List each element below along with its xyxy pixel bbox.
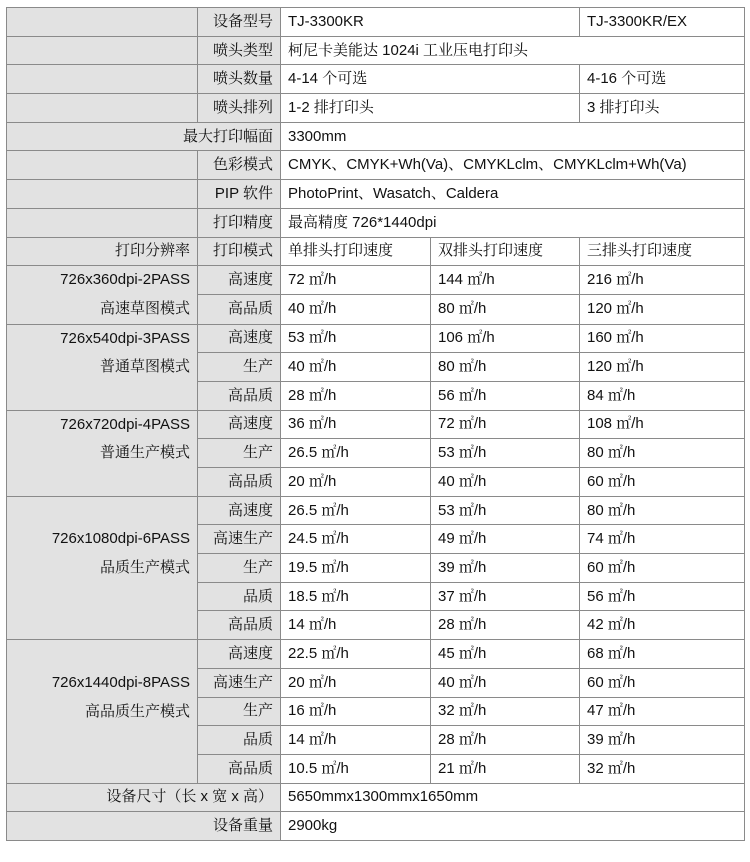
print-mode-group-label: 普通生产模式	[99, 444, 190, 462]
single-speed-cell: 26.5 ㎡/h	[281, 496, 431, 525]
resolution-group-spacer	[7, 497, 197, 526]
row-head-type	[7, 36, 745, 65]
triple-speed-cell: 80 ㎡/h	[580, 496, 745, 525]
row-weight	[7, 812, 745, 841]
double-speed-cell: 28 ㎡/h	[431, 611, 580, 640]
mode-cell: 高速生产	[198, 668, 281, 697]
label-weight: 设备重量	[7, 812, 281, 841]
triple-speed-cell: 39 ㎡/h	[580, 726, 745, 755]
double-speed-cell: 21 ㎡/h	[431, 754, 580, 783]
label-max-width: 最大打印幅面	[7, 122, 281, 151]
speed-row	[7, 496, 745, 525]
blank-cell	[7, 208, 198, 237]
single-speed-cell: 19.5 ㎡/h	[281, 554, 431, 583]
triple-speed-cell: 108 ㎡/h	[580, 410, 745, 439]
mode-cell: 高品质	[198, 611, 281, 640]
blank-cell	[7, 94, 198, 123]
row-model	[7, 8, 745, 37]
double-speed-cell: 37 ㎡/h	[431, 582, 580, 611]
spec-table-body	[7, 8, 745, 841]
label-model: 设备型号	[198, 8, 281, 37]
row-head-count	[7, 65, 745, 94]
value-weight: 2900kg	[281, 812, 745, 841]
blank-cell	[7, 151, 198, 180]
single-speed-cell: 14 ㎡/h	[281, 611, 431, 640]
triple-speed-cell: 74 ㎡/h	[580, 525, 745, 554]
label-head-layout: 喷头排列	[198, 94, 281, 123]
blank-cell	[7, 8, 198, 37]
resolution-label: 726x720dpi-4PASS	[60, 415, 190, 433]
value-model-ex: TJ-3300KR/EX	[580, 8, 745, 37]
resolution-group-cell	[7, 496, 198, 639]
mode-cell: 高品质	[198, 754, 281, 783]
row-speed-header	[7, 237, 745, 266]
single-speed-cell: 72 ㎡/h	[281, 266, 431, 295]
header-double-speed: 双排头打印速度	[431, 237, 580, 266]
double-speed-cell: 53 ㎡/h	[431, 496, 580, 525]
double-speed-cell: 144 ㎡/h	[431, 266, 580, 295]
triple-speed-cell: 47 ㎡/h	[580, 697, 745, 726]
value-max-width: 3300mm	[281, 122, 745, 151]
single-speed-cell: 28 ㎡/h	[281, 381, 431, 410]
label-rip-software: PIP 软件	[198, 180, 281, 209]
single-speed-cell: 14 ㎡/h	[281, 726, 431, 755]
resolution-label: 726x1080dpi-6PASS	[51, 530, 190, 548]
print-mode-group-label: 普通草图模式	[99, 358, 190, 376]
label-dimensions: 设备尺寸（长 x 宽 x 高）	[7, 783, 281, 812]
resolution-group-cell	[7, 266, 198, 324]
triple-speed-cell: 120 ㎡/h	[580, 353, 745, 382]
mode-cell: 高品质	[198, 468, 281, 497]
blank-cell	[7, 65, 198, 94]
mode-cell: 高速生产	[198, 525, 281, 554]
resolution-label: 726x540dpi-3PASS	[60, 329, 190, 347]
value-model-kr: TJ-3300KR	[281, 8, 580, 37]
mode-cell: 生产	[198, 554, 281, 583]
mode-cell: 高速度	[198, 324, 281, 353]
double-speed-cell: 56 ㎡/h	[431, 381, 580, 410]
speed-row	[7, 324, 745, 353]
triple-speed-cell: 42 ㎡/h	[580, 611, 745, 640]
triple-speed-cell: 120 ㎡/h	[580, 295, 745, 324]
single-speed-cell: 36 ㎡/h	[281, 410, 431, 439]
row-dimensions	[7, 783, 745, 812]
mode-cell: 高速度	[198, 410, 281, 439]
row-color-mode	[7, 151, 745, 180]
double-speed-cell: 80 ㎡/h	[431, 353, 580, 382]
mode-cell: 高品质	[198, 381, 281, 410]
header-mode: 打印模式	[198, 237, 281, 266]
value-head-type: 柯尼卡美能达 1024i 工业压电打印头	[281, 36, 745, 65]
mode-cell: 高速度	[198, 640, 281, 669]
single-speed-cell: 53 ㎡/h	[281, 324, 431, 353]
single-speed-cell: 16 ㎡/h	[281, 697, 431, 726]
double-speed-cell: 32 ㎡/h	[431, 697, 580, 726]
double-speed-cell: 39 ㎡/h	[431, 554, 580, 583]
print-mode-group-label: 高品质生产模式	[84, 702, 190, 720]
single-speed-cell: 10.5 ㎡/h	[281, 754, 431, 783]
resolution-group-spacer	[7, 640, 197, 669]
double-speed-cell: 80 ㎡/h	[431, 295, 580, 324]
label-precision: 打印精度	[198, 208, 281, 237]
print-mode-group-label: 高速草图模式	[99, 299, 190, 317]
single-speed-cell: 18.5 ㎡/h	[281, 582, 431, 611]
speed-row	[7, 266, 745, 295]
double-speed-cell: 40 ㎡/h	[431, 668, 580, 697]
blank-cell	[7, 36, 198, 65]
single-speed-cell: 40 ㎡/h	[281, 353, 431, 382]
mode-cell: 高速度	[198, 266, 281, 295]
label-head-count: 喷头数量	[198, 65, 281, 94]
single-speed-cell: 20 ㎡/h	[281, 468, 431, 497]
single-speed-cell: 24.5 ㎡/h	[281, 525, 431, 554]
value-head-count-kr: 4-14 个可选	[281, 65, 580, 94]
value-color-mode: CMYK、CMYK+Wh(Va)、CMYKLclm、CMYKLclm+Wh(Va)	[281, 151, 745, 180]
triple-speed-cell: 160 ㎡/h	[580, 324, 745, 353]
mode-cell: 高品质	[198, 295, 281, 324]
mode-cell: 品质	[198, 582, 281, 611]
blank-cell	[7, 180, 198, 209]
triple-speed-cell: 60 ㎡/h	[580, 554, 745, 583]
spec-table	[6, 7, 745, 841]
row-head-layout	[7, 94, 745, 123]
value-precision: 最高精度 726*1440dpi	[281, 208, 745, 237]
mode-cell: 生产	[198, 697, 281, 726]
row-rip-software	[7, 180, 745, 209]
row-precision	[7, 208, 745, 237]
single-speed-cell: 26.5 ㎡/h	[281, 439, 431, 468]
double-speed-cell: 40 ㎡/h	[431, 468, 580, 497]
value-head-count-ex: 4-16 个可选	[580, 65, 745, 94]
print-mode-group-label: 品质生产模式	[99, 559, 190, 577]
triple-speed-cell: 60 ㎡/h	[580, 668, 745, 697]
triple-speed-cell: 84 ㎡/h	[580, 381, 745, 410]
value-dimensions: 5650mmx1300mmx1650mm	[281, 783, 745, 812]
triple-speed-cell: 80 ㎡/h	[580, 439, 745, 468]
triple-speed-cell: 60 ㎡/h	[580, 468, 745, 497]
label-color-mode: 色彩模式	[198, 151, 281, 180]
mode-cell: 生产	[198, 353, 281, 382]
double-speed-cell: 53 ㎡/h	[431, 439, 580, 468]
mode-cell: 品质	[198, 726, 281, 755]
value-head-layout-kr: 1-2 排打印头	[281, 94, 580, 123]
single-speed-cell: 22.5 ㎡/h	[281, 640, 431, 669]
resolution-group-cell	[7, 324, 198, 410]
value-rip-software: PhotoPrint、Wasatch、Caldera	[281, 180, 745, 209]
row-max-width	[7, 122, 745, 151]
resolution-group-cell	[7, 410, 198, 496]
double-speed-cell: 49 ㎡/h	[431, 525, 580, 554]
double-speed-cell: 28 ㎡/h	[431, 726, 580, 755]
header-single-speed: 单排头打印速度	[281, 237, 431, 266]
speed-row	[7, 640, 745, 669]
triple-speed-cell: 68 ㎡/h	[580, 640, 745, 669]
single-speed-cell: 40 ㎡/h	[281, 295, 431, 324]
value-head-layout-ex: 3 排打印头	[580, 94, 745, 123]
triple-speed-cell: 32 ㎡/h	[580, 754, 745, 783]
resolution-label: 726x1440dpi-8PASS	[51, 673, 190, 691]
mode-cell: 高速度	[198, 496, 281, 525]
triple-speed-cell: 216 ㎡/h	[580, 266, 745, 295]
double-speed-cell: 45 ㎡/h	[431, 640, 580, 669]
single-speed-cell: 20 ㎡/h	[281, 668, 431, 697]
resolution-label: 726x360dpi-2PASS	[60, 271, 190, 289]
header-triple-speed: 三排头打印速度	[580, 237, 745, 266]
double-speed-cell: 72 ㎡/h	[431, 410, 580, 439]
label-head-type: 喷头类型	[198, 36, 281, 65]
triple-speed-cell: 56 ㎡/h	[580, 582, 745, 611]
mode-cell: 生产	[198, 439, 281, 468]
speed-row	[7, 410, 745, 439]
resolution-group-cell	[7, 640, 198, 783]
header-resolution: 打印分辨率	[7, 237, 198, 266]
double-speed-cell: 106 ㎡/h	[431, 324, 580, 353]
